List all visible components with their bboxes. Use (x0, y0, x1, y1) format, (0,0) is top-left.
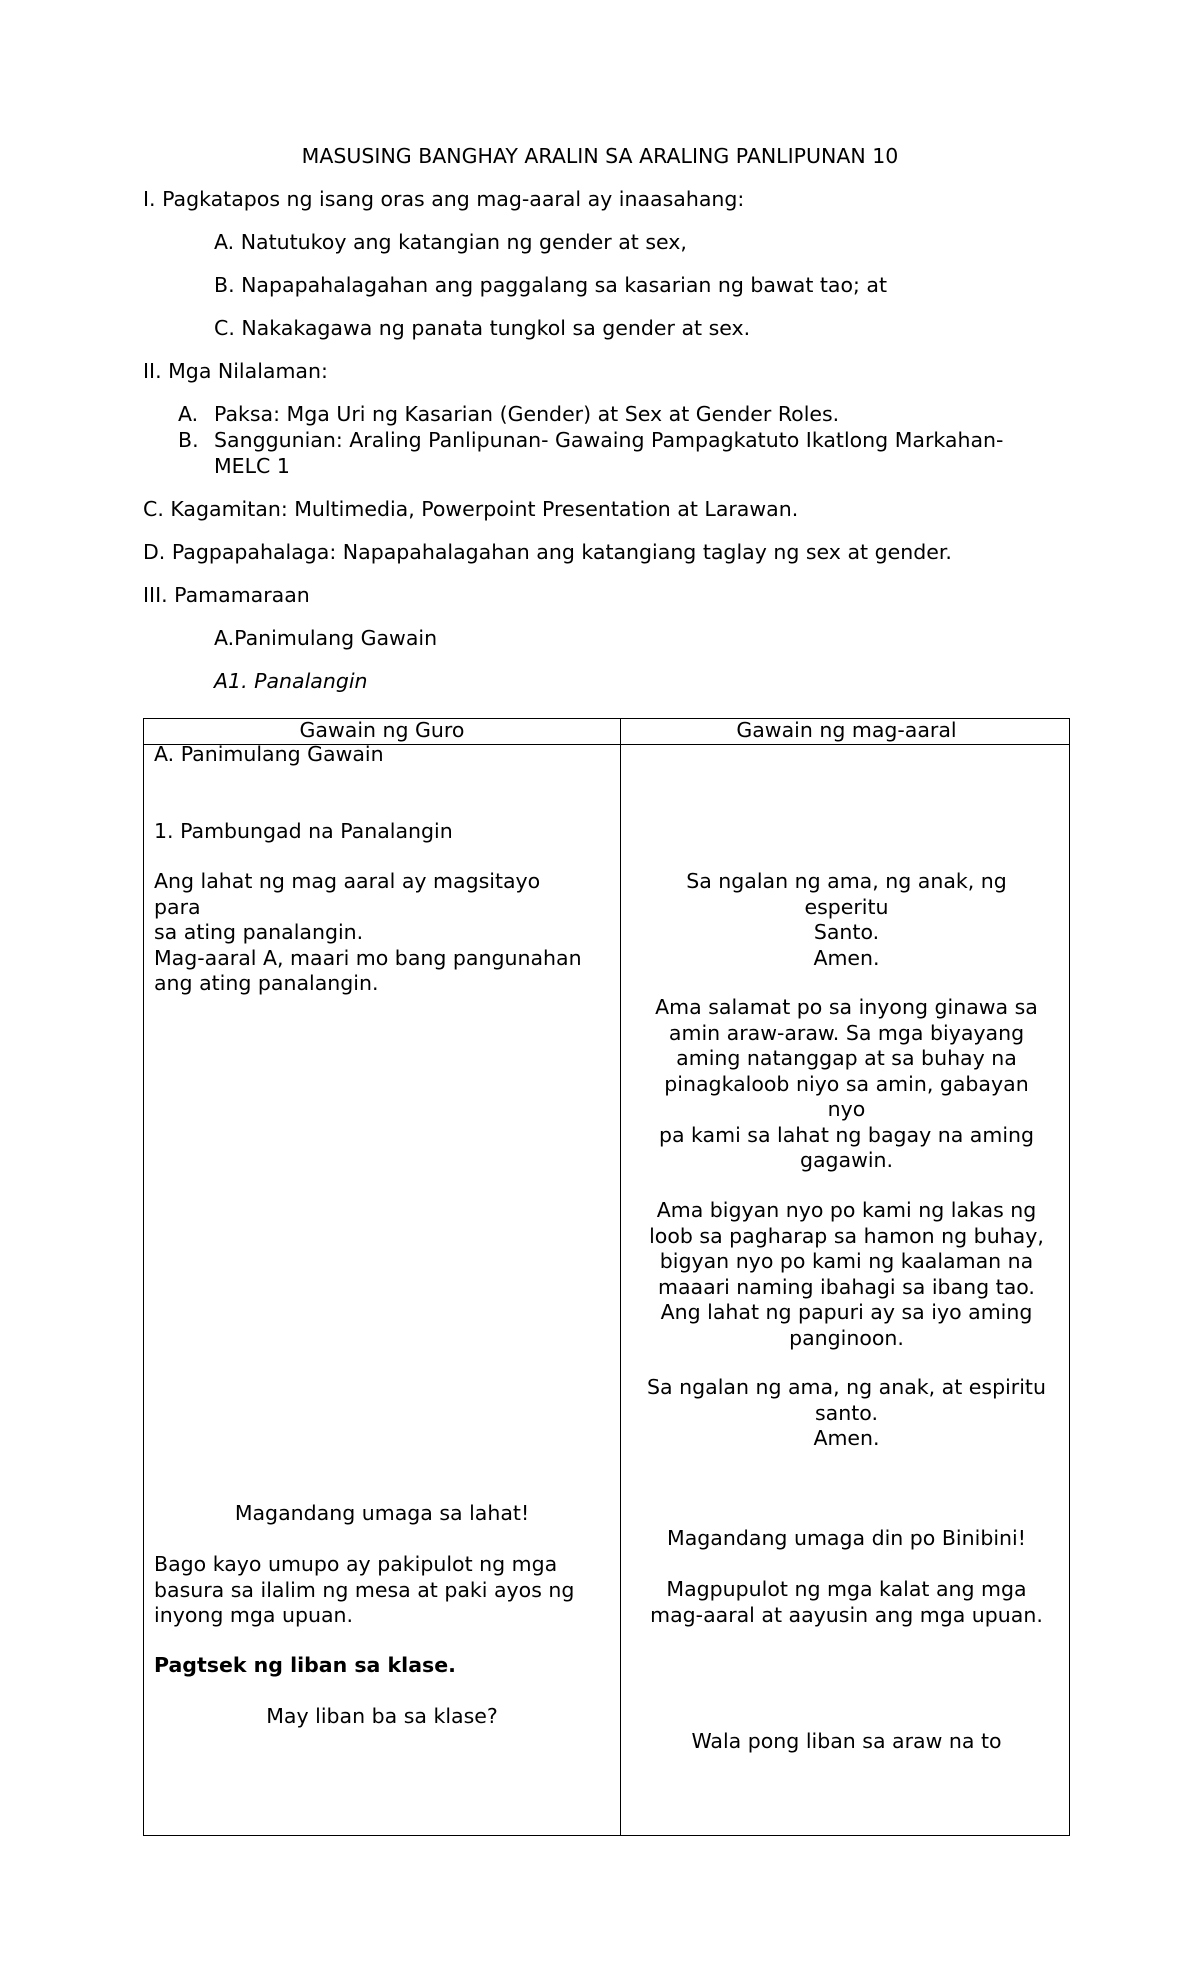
section-3-subsub: A1. Panalangin (214, 669, 368, 693)
guro-tayo: Ang lahat ng mag aaral ay magsitayo para sa ating panalangin. Mag-aaral A, maari mo bang pangunahan ang ating panalangin. (154, 869, 582, 995)
guro-pulot: Bago kayo umupo ay pakipulot ng mga basura sa ilalim ng mesa at paki ayos ng inyong mga upuan. (154, 1552, 575, 1627)
magaaral-sign-end: Sa ngalan ng ama, ng anak, at espiritu santo. Amen. (647, 1375, 1046, 1450)
page-title: MASUSING BANGHAY ARALIN SA ARALING PANLIPUNAN 10 (301, 144, 899, 168)
guro-liban: May liban ba sa klase? (266, 1704, 498, 1728)
header-magaaral: Gawain ng mag-aaral (736, 718, 957, 742)
guro-panimula: A. Panimulang Gawain (154, 742, 384, 766)
section-2-heading: II. Mga Nilalaman: (143, 359, 328, 383)
magaaral-prayer-2: Ama bigyan nyo po kami ng lakas ng loob sa pagharap sa hamon ng buhay, bigyan nyo po kami ng kaalaman na maaari naming ibahagi sa ibang tao. Ang lahat ng papuri ay sa iyo aming panginoon. (649, 1198, 1044, 1350)
activity-table (143, 718, 1070, 1836)
content-b-marker: B. (178, 428, 199, 452)
header-guro: Gawain ng Guro (299, 718, 465, 742)
objective-c: C. Nakakagawa ng panata tungkol sa gender at sex. (214, 316, 751, 340)
section-d: D. Pagpapahalaga: Napapahalagahan ang katangiang taglay ng sex at gender. (143, 540, 952, 564)
content-a-marker: A. (178, 402, 199, 426)
magaaral-pulot: Magpupulot ng mga kalat ang mga mag-aaral at aayusin ang mga upuan. (650, 1577, 1043, 1627)
section-1-heading: I. Pagkatapos ng isang oras ang mag-aaral ay inaasahang: (143, 187, 745, 211)
guro-pambungad: 1. Pambungad na Panalangin (154, 819, 453, 843)
guro-pagtsek: Pagtsek ng liban sa klase. (154, 1653, 456, 1677)
guro-umaga: Magandang umaga sa lahat! (234, 1501, 530, 1525)
section-c: C. Kagamitan: Multimedia, Powerpoint Presentation at Larawan. (143, 497, 799, 521)
table-column-divider (620, 719, 621, 1835)
objective-a: A. Natutukoy ang katangian ng gender at sex, (214, 230, 687, 254)
magaaral-liban: Wala pong liban sa araw na to (691, 1729, 1002, 1753)
content-a-text: Paksa: Mga Uri ng Kasarian (Gender) at Sex at Gender Roles. (214, 402, 840, 426)
content-b-text-line2: MELC 1 (214, 454, 290, 478)
section-3-sub: A.Panimulang Gawain (214, 626, 438, 650)
content-b-text-line1: Sanggunian: Araling Panlipunan- Gawaing Pampagkatuto Ikatlong Markahan- (214, 428, 1004, 452)
section-3-heading: III. Pamamaraan (143, 583, 310, 607)
magaaral-sign: Sa ngalan ng ama, ng anak, ng esperitu Santo. Amen. (686, 869, 1007, 970)
magaaral-umaga: Magandang umaga din po Binibini! (667, 1526, 1026, 1550)
objective-b: B. Napapahalagahan ang paggalang sa kasarian ng bawat tao; at (214, 273, 888, 297)
magaaral-prayer-1: Ama salamat po sa inyong ginawa sa amin araw-araw. Sa mga biyayang aming natanggap at sa buhay na pinagkaloob niyo sa amin, gabayan nyo pa kami sa lahat ng bagay na aming gagawin. (655, 995, 1038, 1172)
